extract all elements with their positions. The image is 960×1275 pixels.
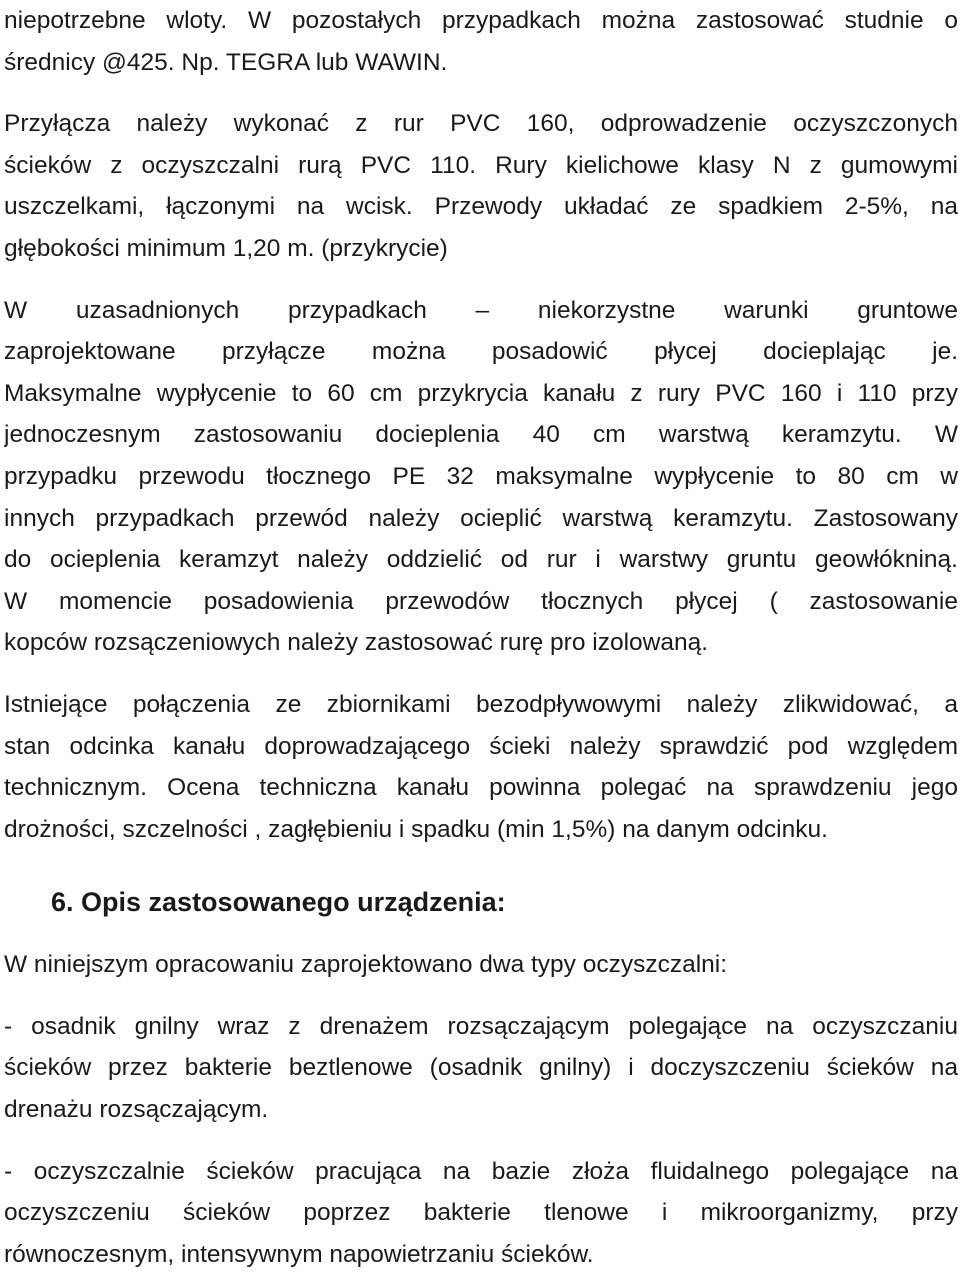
text-line: W momencie posadowienia przewodów tłocznych płycej ( zastosowanie <box>4 587 958 615</box>
paragraph-gap <box>4 924 958 944</box>
text-line: ścieków z oczyszczalni rurą PVC 110. Rury kielichowe klasy N z gumowymi <box>4 151 958 179</box>
paragraph-existing-connections <box>4 684 958 850</box>
text-line: W uzasadnionych przypadkach – niekorzystne warunki gruntowe <box>4 296 958 324</box>
paragraph-gap <box>4 664 958 684</box>
paragraph-insulation <box>4 290 958 664</box>
section-heading: 6. Opis zastosowanego urządzenia: <box>51 887 506 918</box>
paragraph-intro <box>4 944 958 986</box>
text-line: jednoczesnym zastosowaniu docieplenia 40 cm warstwą keramzytu. W <box>4 421 958 449</box>
text-line: Istniejące połączenia ze zbiornikami bezodpływowymi należy zlikwidować, a <box>4 690 958 718</box>
text-line: niepotrzebne wloty. W pozostałych przypadkach można zastosować studnie o <box>4 7 958 34</box>
text-line: Przyłącza należy wykonać z rur PVC 160, odprowadzenie oczyszczonych <box>4 110 958 138</box>
document-page <box>4 0 958 1275</box>
text-line: uszczelkami, łączonymi na wcisk. Przewody układać ze spadkiem 2-5%, na <box>4 193 958 221</box>
paragraph-gap <box>4 1131 958 1151</box>
text-line: średnicy @425. Np. TEGRA lub WAWIN. <box>4 48 448 76</box>
list-item-fluidized-bed <box>4 1151 958 1275</box>
paragraph-gap <box>4 986 958 1006</box>
text-line: oczyszczeniu ścieków poprzez bakterie tlenowe i mikroorganizmy, przy <box>4 1199 958 1227</box>
text-line: kopców rozsączeniowych należy zastosować rurę pro izolowaną. <box>4 629 709 657</box>
text-line: zaprojektowane przyłącze można posadowić płycej docieplając je. <box>4 338 958 366</box>
list-item-septic-tank <box>4 1006 958 1131</box>
text-line: drożności, szczelności , zagłębieniu i spadku (min 1,5%) na danym odcinku. <box>4 815 828 843</box>
text-line: - osadnik gnilny wraz z drenażem rozsączającym polegające na oczyszczaniu <box>4 1012 958 1040</box>
paragraph-gap <box>4 83 958 103</box>
text-line: ścieków przez bakterie beztlenowe (osadnik gnilny) i doczyszczeniu ścieków na <box>4 1054 958 1082</box>
paragraph-gap <box>4 850 958 880</box>
paragraph-connections <box>4 103 958 269</box>
paragraph-wells <box>4 0 958 83</box>
text-line: stan odcinka kanału doprowadzającego ścieki należy sprawdzić pod względem <box>4 732 958 760</box>
paragraph-gap <box>4 270 958 290</box>
text-line: W niniejszym opracowaniu zaprojektowano dwa typy oczyszczalni: <box>4 951 728 979</box>
text-line: innych przypadkach przewód należy ocieplić warstwą keramzytu. Zastosowany <box>4 504 958 532</box>
text-line: do ocieplenia keramzyt należy oddzielić od rur i warstwy gruntu geowłókniną. <box>4 546 958 574</box>
text-line: równoczesnym, intensywnym napowietrzaniu ścieków. <box>4 1240 594 1268</box>
text-line: - oczyszczalnie ścieków pracująca na bazie złoża fluidalnego polegające na <box>4 1157 958 1185</box>
text-line: głębokości minimum 1,20 m. (przykrycie) <box>4 234 448 262</box>
text-line: przypadku przewodu tłocznego PE 32 maksymalne wypłycenie to 80 cm w <box>4 462 958 490</box>
text-line: drenażu rozsączającym. <box>4 1096 269 1124</box>
text-line: Maksymalne wypłycenie to 60 cm przykrycia kanału z rury PVC 160 i 110 przy <box>4 379 958 407</box>
text-line: technicznym. Ocena techniczna kanału powinna polegać na sprawdzeniu jego <box>4 774 958 802</box>
